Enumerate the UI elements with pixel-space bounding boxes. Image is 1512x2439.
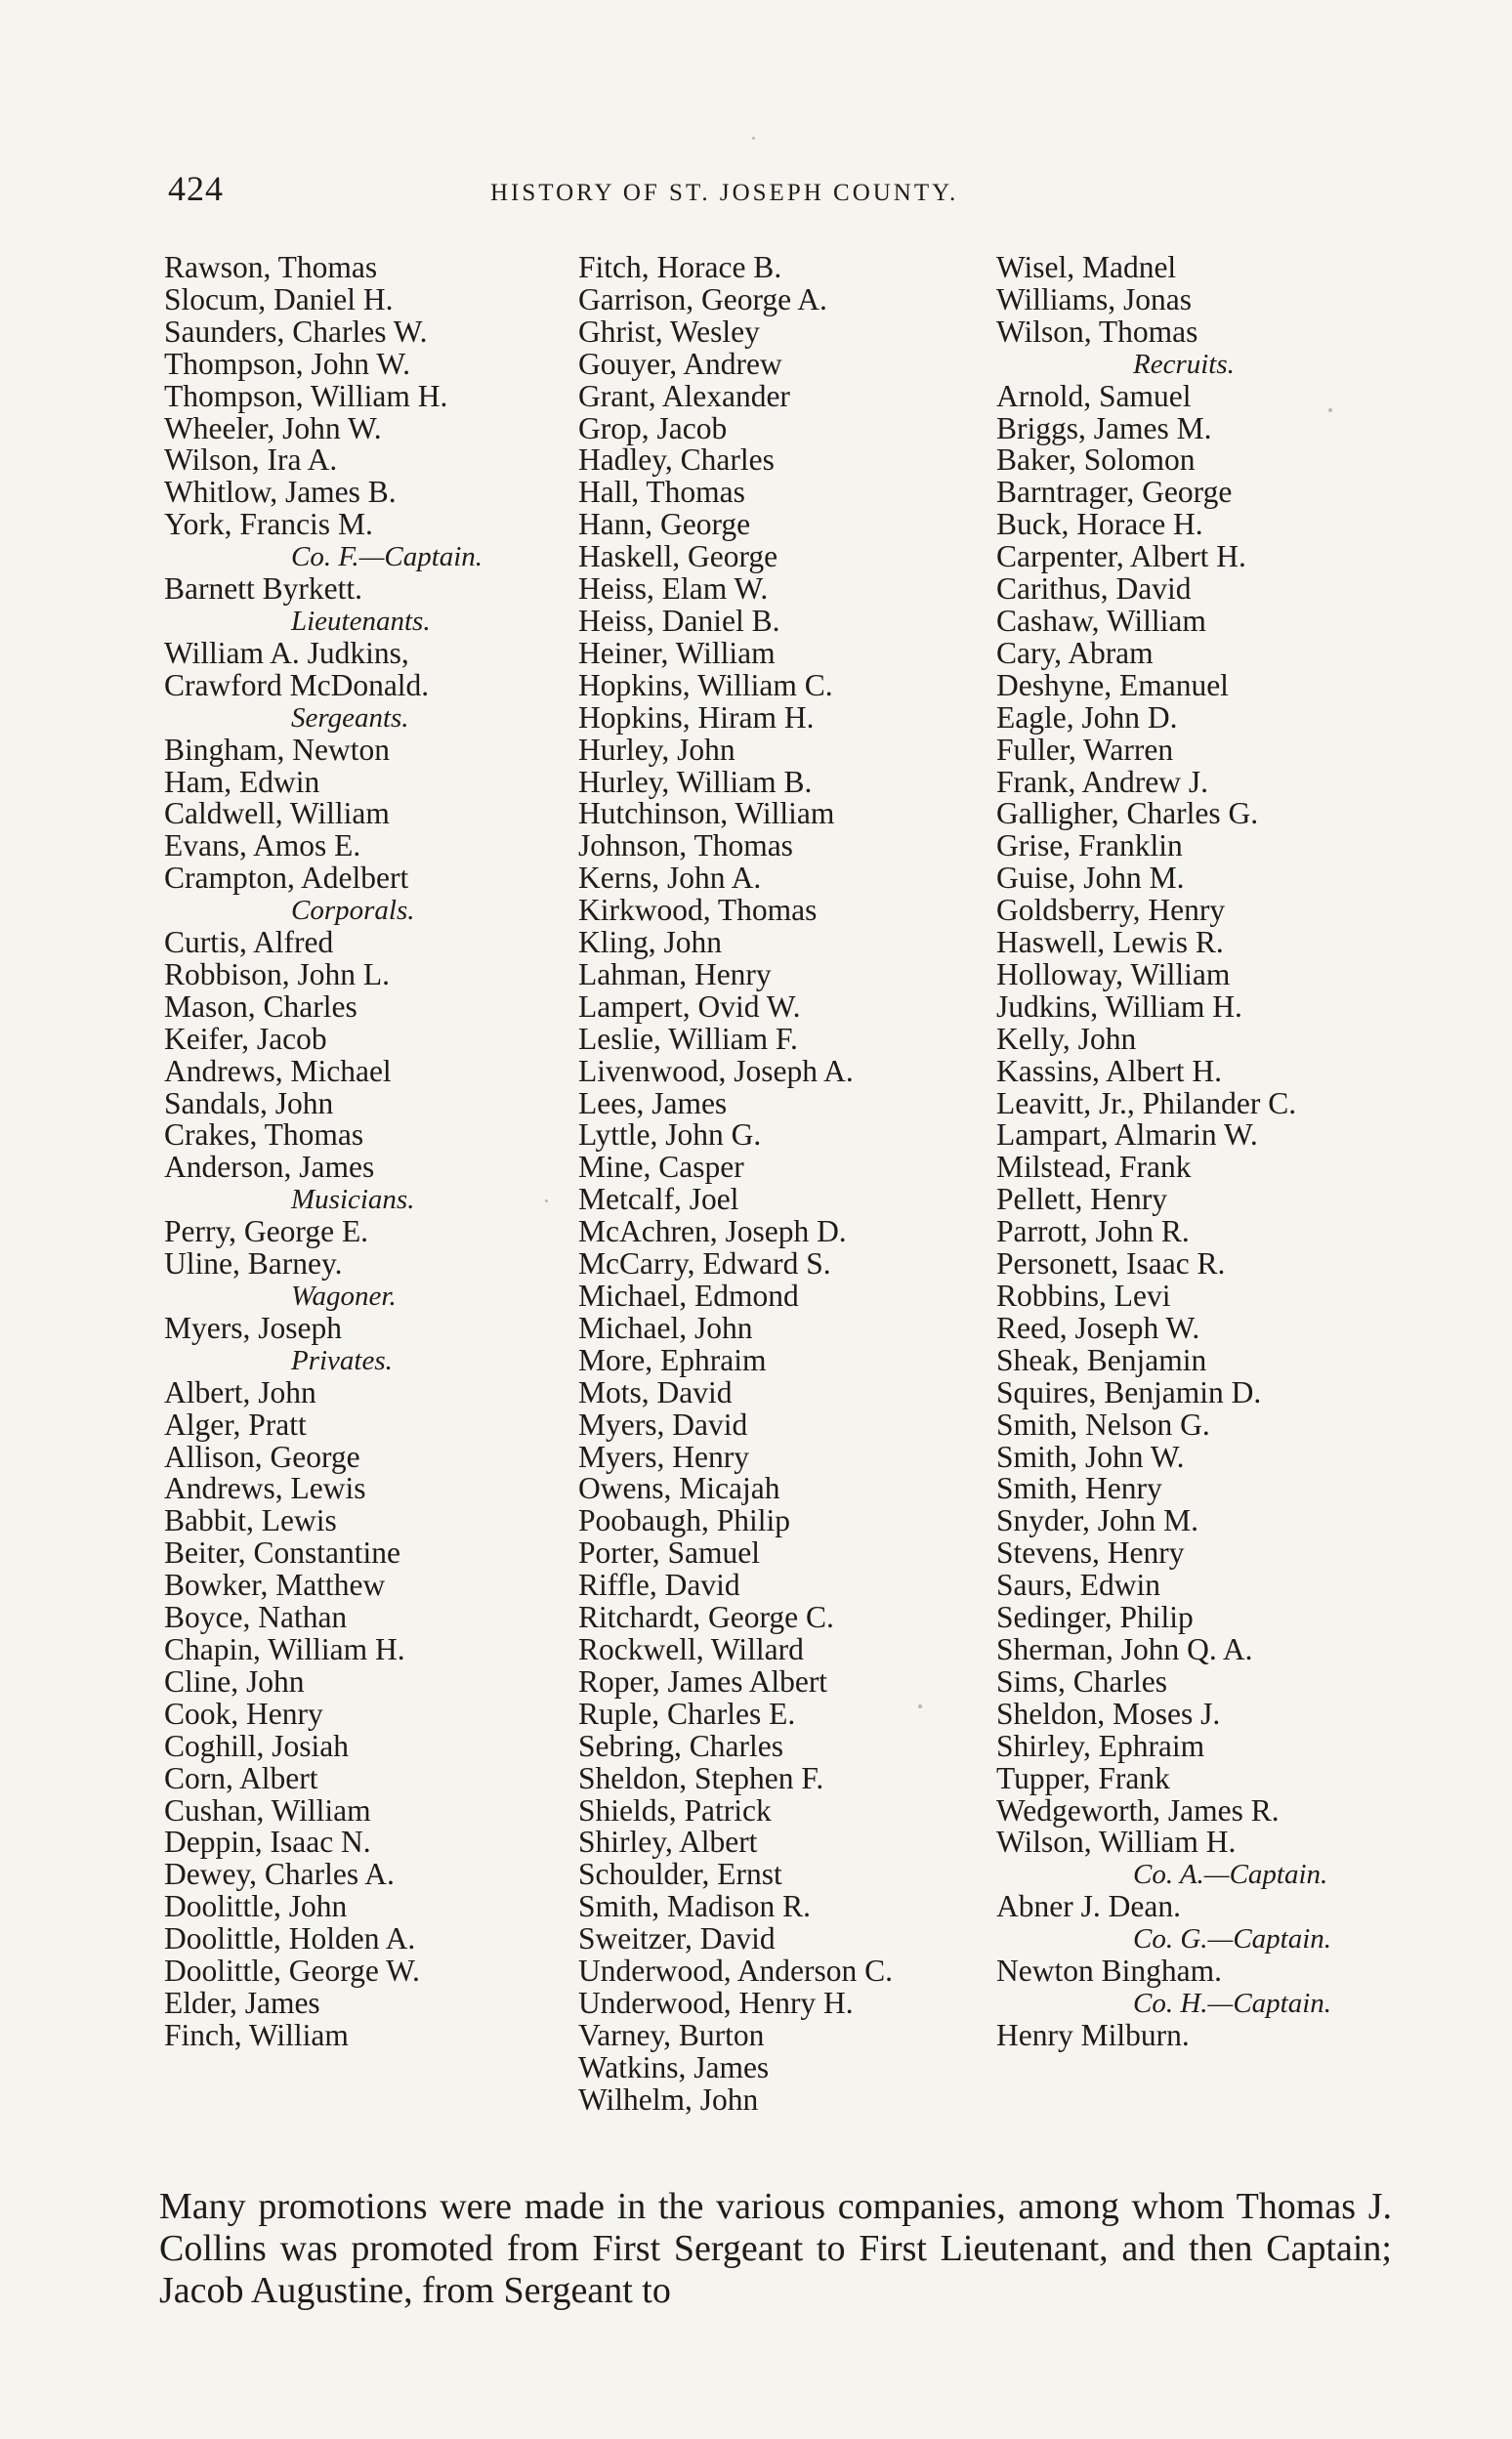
roster-name: Wisel, Madnel — [996, 250, 1177, 284]
roster-name: Porter, Samuel — [578, 1535, 760, 1571]
roster-name: Kirkwood, Thomas — [578, 893, 818, 928]
page-header — [168, 168, 1379, 217]
roster-name: Livenwood, Joseph A. — [578, 1053, 854, 1088]
roster-name: Varney, Burton — [578, 2017, 765, 2052]
roster-name: Watkins, James — [578, 2049, 770, 2084]
paper-speck — [545, 1199, 548, 1202]
roster-name: Bingham, Newton — [164, 732, 390, 767]
roster-column-1 — [164, 252, 574, 2052]
roster-name: Keifer, Jacob — [164, 1021, 327, 1056]
roster-name: Heiss, Elam W. — [578, 571, 769, 607]
roster-name: Holloway, William — [996, 956, 1231, 991]
section-heading: Lieutenants. — [291, 605, 431, 637]
roster-name: Myers, Joseph — [164, 1310, 342, 1345]
roster-name: Barntrager, George — [996, 475, 1233, 510]
roster-column-2 — [578, 252, 998, 2117]
roster-name: Kling, John — [578, 925, 723, 960]
roster-name: Heiss, Daniel B. — [578, 603, 780, 638]
paper-speck — [918, 1704, 922, 1708]
roster-name: Sheak, Benjamin — [996, 1342, 1207, 1377]
roster-name: Fuller, Warren — [996, 732, 1174, 767]
roster-name: Frank, Andrew J. — [996, 764, 1208, 799]
roster-name: Crawford McDonald. — [164, 667, 430, 702]
roster-name: Lampart, Almarin W. — [996, 1117, 1258, 1153]
roster-name: Heiner, William — [578, 635, 776, 670]
roster-name: Chapin, William H. — [164, 1631, 405, 1666]
roster-name: Barnett Byrkett. — [164, 571, 362, 607]
roster-name: McAchren, Joseph D. — [578, 1214, 847, 1249]
roster-name: Poobaugh, Philip — [578, 1503, 791, 1538]
roster-name: Carithus, David — [996, 571, 1192, 607]
roster-name: Caldwell, William — [164, 796, 390, 831]
roster-name: Parrott, John R. — [996, 1214, 1190, 1249]
roster-name: Smith, Madison R. — [578, 1889, 812, 1924]
roster-name: Hadley, Charles — [578, 442, 775, 478]
roster-name: Coghill, Josiah — [164, 1728, 350, 1763]
roster-name: Lyttle, John G. — [578, 1117, 762, 1153]
roster-name: Cook, Henry — [164, 1696, 323, 1731]
roster-name: Elder, James — [164, 1985, 320, 2020]
section-heading: Recruits. — [1133, 348, 1235, 380]
roster-name: Shirley, Albert — [578, 1825, 758, 1860]
roster-name: Guise, John M. — [996, 861, 1185, 896]
roster-name: Pellett, Henry — [996, 1182, 1167, 1217]
roster-name: Ruple, Charles E. — [578, 1696, 796, 1731]
roster-name: Baker, Solomon — [996, 442, 1196, 478]
roster-name: Saurs, Edwin — [996, 1568, 1160, 1603]
roster-name: York, Francis M. — [164, 507, 373, 542]
roster-name: Perry, George E. — [164, 1214, 369, 1249]
roster-name: Deppin, Isaac N. — [164, 1825, 371, 1860]
roster-name: Buck, Horace H. — [996, 507, 1203, 542]
roster-name: Robbins, Levi — [996, 1279, 1171, 1313]
roster-name: Sheldon, Moses J. — [996, 1696, 1221, 1731]
roster-name: Metcalf, Joel — [578, 1182, 739, 1217]
roster-name: McCarry, Edward S. — [578, 1246, 831, 1282]
roster-name: Kerns, John A. — [578, 861, 762, 896]
roster-name: Stevens, Henry — [996, 1535, 1185, 1571]
roster-name: Mots, David — [578, 1374, 733, 1409]
roster-name: Sweitzer, David — [578, 1921, 776, 1956]
roster-name: Cushan, William — [164, 1792, 371, 1828]
roster-name: Rawson, Thomas — [164, 250, 378, 284]
roster-name: Wheeler, John W. — [164, 410, 382, 445]
roster-name: Ritchardt, George C. — [578, 1600, 834, 1635]
roster-name: Albert, John — [164, 1374, 316, 1409]
roster-name: Crakes, Thomas — [164, 1117, 364, 1153]
roster-name: Smith, Henry — [996, 1471, 1162, 1506]
roster-name: More, Ephraim — [578, 1342, 767, 1377]
roster-name: Sherman, John Q. A. — [996, 1631, 1253, 1666]
roster-name: Finch, William — [164, 2017, 349, 2052]
roster-name: Allison, George — [164, 1439, 360, 1474]
roster-name: Shields, Patrick — [578, 1792, 772, 1828]
roster-name: Riffle, David — [578, 1568, 740, 1603]
roster-name: Hall, Thomas — [578, 475, 745, 510]
roster-name: Williams, Jonas — [996, 281, 1192, 316]
roster-name: Anderson, James — [164, 1150, 375, 1185]
roster-name: Mine, Casper — [578, 1150, 744, 1185]
roster-name: Sandals, John — [164, 1085, 334, 1120]
roster-name: Haskell, George — [578, 539, 778, 574]
body-paragraph: Many promotions were made in the various companies, among whom Thomas J. Collins was promoted from First Sergeant to First Lieutenant, and then Captain; Jacob Augustine, from Sergeant to — [159, 2186, 1392, 2311]
roster-name: Robbison, John L. — [164, 956, 391, 991]
roster-name: Kassins, Albert H. — [996, 1053, 1222, 1088]
roster-name: Rockwell, Willard — [578, 1631, 804, 1666]
roster-name: Judkins, William H. — [996, 988, 1242, 1024]
roster-name: Beiter, Constantine — [164, 1535, 400, 1571]
roster-name: Lahman, Henry — [578, 956, 772, 991]
roster-name: Owens, Micajah — [578, 1471, 780, 1506]
roster-name: Kelly, John — [996, 1021, 1137, 1056]
roster-name: Grop, Jacob — [578, 410, 728, 445]
roster-name: Gouyer, Andrew — [578, 346, 782, 381]
roster-name: Slocum, Daniel H. — [164, 281, 394, 316]
roster-column-3 — [996, 252, 1416, 2052]
roster-name: Doolittle, George W. — [164, 1954, 420, 1989]
roster-name: Babbit, Lewis — [164, 1503, 337, 1538]
roster-name: Ghrist, Wesley — [578, 314, 760, 349]
section-heading: Co. G.—Captain. — [1133, 1923, 1332, 1955]
roster-name: Smith, Nelson G. — [996, 1407, 1210, 1442]
roster-name: Uline, Barney. — [164, 1246, 343, 1282]
roster-name: Doolittle, John — [164, 1889, 348, 1924]
roster-name: Wilson, Thomas — [996, 314, 1198, 349]
roster-name: Newton Bingham. — [996, 1954, 1222, 1989]
roster-name: Dewey, Charles A. — [164, 1857, 395, 1892]
roster-name: Evans, Amos E. — [164, 828, 361, 863]
roster-name: Sheldon, Stephen F. — [578, 1760, 824, 1795]
roster-name: Smith, John W. — [996, 1439, 1185, 1474]
roster-name: Hann, George — [578, 507, 751, 542]
roster-name: Galligher, Charles G. — [996, 796, 1259, 831]
roster-name: Lees, James — [578, 1085, 728, 1120]
roster-name: Saunders, Charles W. — [164, 314, 428, 349]
roster-name: Goldsberry, Henry — [996, 893, 1226, 928]
section-heading: Co. F.—Captain. — [291, 541, 483, 573]
roster-name: Sedinger, Philip — [996, 1600, 1194, 1635]
roster-name: Wilson, Ira A. — [164, 442, 338, 478]
roster-name: William A. Judkins, — [164, 635, 409, 670]
roster-name: Curtis, Alfred — [164, 925, 334, 960]
roster-name: Lampert, Ovid W. — [578, 988, 801, 1024]
section-heading: Corporals. — [291, 895, 415, 927]
roster-name: Michael, John — [578, 1310, 753, 1345]
roster-name: Andrews, Lewis — [164, 1471, 366, 1506]
running-head-title: HISTORY OF ST. JOSEPH COUNTY. — [490, 180, 959, 206]
page-number: 424 — [168, 169, 224, 208]
roster-name: Thompson, William H. — [164, 378, 448, 413]
roster-name: Wedgeworth, James R. — [996, 1792, 1280, 1828]
roster-name: Doolittle, Holden A. — [164, 1921, 416, 1956]
roster-name: Wilhelm, John — [578, 2082, 759, 2117]
roster-name: Sims, Charles — [996, 1663, 1168, 1699]
section-heading: Sergeants. — [291, 701, 409, 734]
roster-name: Squires, Benjamin D. — [996, 1374, 1262, 1409]
roster-name: Crampton, Adelbert — [164, 861, 409, 896]
roster-name: Eagle, John D. — [996, 699, 1178, 735]
roster-name: Carpenter, Albert H. — [996, 539, 1246, 574]
roster-name: Myers, David — [578, 1407, 748, 1442]
roster-name: Andrews, Michael — [164, 1053, 392, 1088]
roster-name: Whitlow, James B. — [164, 475, 397, 510]
roster-name: Reed, Joseph W. — [996, 1310, 1200, 1345]
roster-name: Garrison, George A. — [578, 281, 827, 316]
roster-name: Grant, Alexander — [578, 378, 790, 413]
roster-name: Alger, Pratt — [164, 1407, 307, 1442]
roster-name: Thompson, John W. — [164, 346, 411, 381]
roster-name: Michael, Edmond — [578, 1279, 799, 1313]
roster-name: Haswell, Lewis R. — [996, 925, 1224, 960]
roster-name: Arnold, Samuel — [996, 378, 1192, 413]
roster-name: Hurley, John — [578, 732, 735, 767]
roster-name: Bowker, Matthew — [164, 1568, 386, 1603]
roster-name: Wilson, William H. — [996, 1825, 1237, 1860]
roster-name: Sebring, Charles — [578, 1728, 783, 1763]
roster-name: Hopkins, Hiram H. — [578, 699, 815, 735]
roster-name: Corn, Albert — [164, 1760, 318, 1795]
roster-name: Underwood, Henry H. — [578, 1985, 854, 2020]
roster-name: Mason, Charles — [164, 988, 357, 1024]
paper-speck — [1328, 408, 1332, 412]
roster-name: Henry Milburn. — [996, 2017, 1190, 2052]
roster-name: Hurley, William B. — [578, 764, 813, 799]
roster-name: Tupper, Frank — [996, 1760, 1170, 1795]
roster-name: Shirley, Ephraim — [996, 1728, 1205, 1763]
roster-name: Abner J. Dean. — [996, 1889, 1181, 1924]
roster-name: Leslie, William F. — [578, 1021, 798, 1056]
roster-name: Personett, Isaac R. — [996, 1246, 1226, 1282]
section-heading: Privates. — [291, 1344, 393, 1376]
paper-speck — [752, 137, 755, 140]
roster-name: Underwood, Anderson C. — [578, 1954, 893, 1989]
roster-name: Snyder, John M. — [996, 1503, 1198, 1538]
roster-name: Briggs, James M. — [996, 410, 1212, 445]
roster-name: Milstead, Frank — [996, 1150, 1192, 1185]
roster-name: Roper, James Albert — [578, 1663, 828, 1699]
roster-name: Schoulder, Ernst — [578, 1857, 782, 1892]
roster-name: Ham, Edwin — [164, 764, 320, 799]
roster-name: Grise, Franklin — [996, 828, 1183, 863]
section-heading: Wagoner. — [291, 1281, 397, 1312]
roster-name: Boyce, Nathan — [164, 1600, 348, 1635]
section-heading: Co. H.—Captain. — [1133, 1987, 1332, 2019]
section-heading: Musicians. — [291, 1184, 415, 1216]
roster-name: Hutchinson, William — [578, 796, 835, 831]
roster-name: Myers, Henry — [578, 1439, 749, 1474]
roster-name: Cary, Abram — [996, 635, 1154, 670]
roster-name: Cline, John — [164, 1663, 305, 1699]
roster-name: Fitch, Horace B. — [578, 250, 782, 284]
roster-name: Hopkins, William C. — [578, 667, 833, 702]
roster-name: Cashaw, William — [996, 603, 1206, 638]
section-heading: Co. A.—Captain. — [1133, 1859, 1328, 1891]
roster-name: Johnson, Thomas — [578, 828, 793, 863]
roster-name: Deshyne, Emanuel — [996, 667, 1229, 702]
roster-name: Leavitt, Jr., Philander C. — [996, 1085, 1297, 1120]
